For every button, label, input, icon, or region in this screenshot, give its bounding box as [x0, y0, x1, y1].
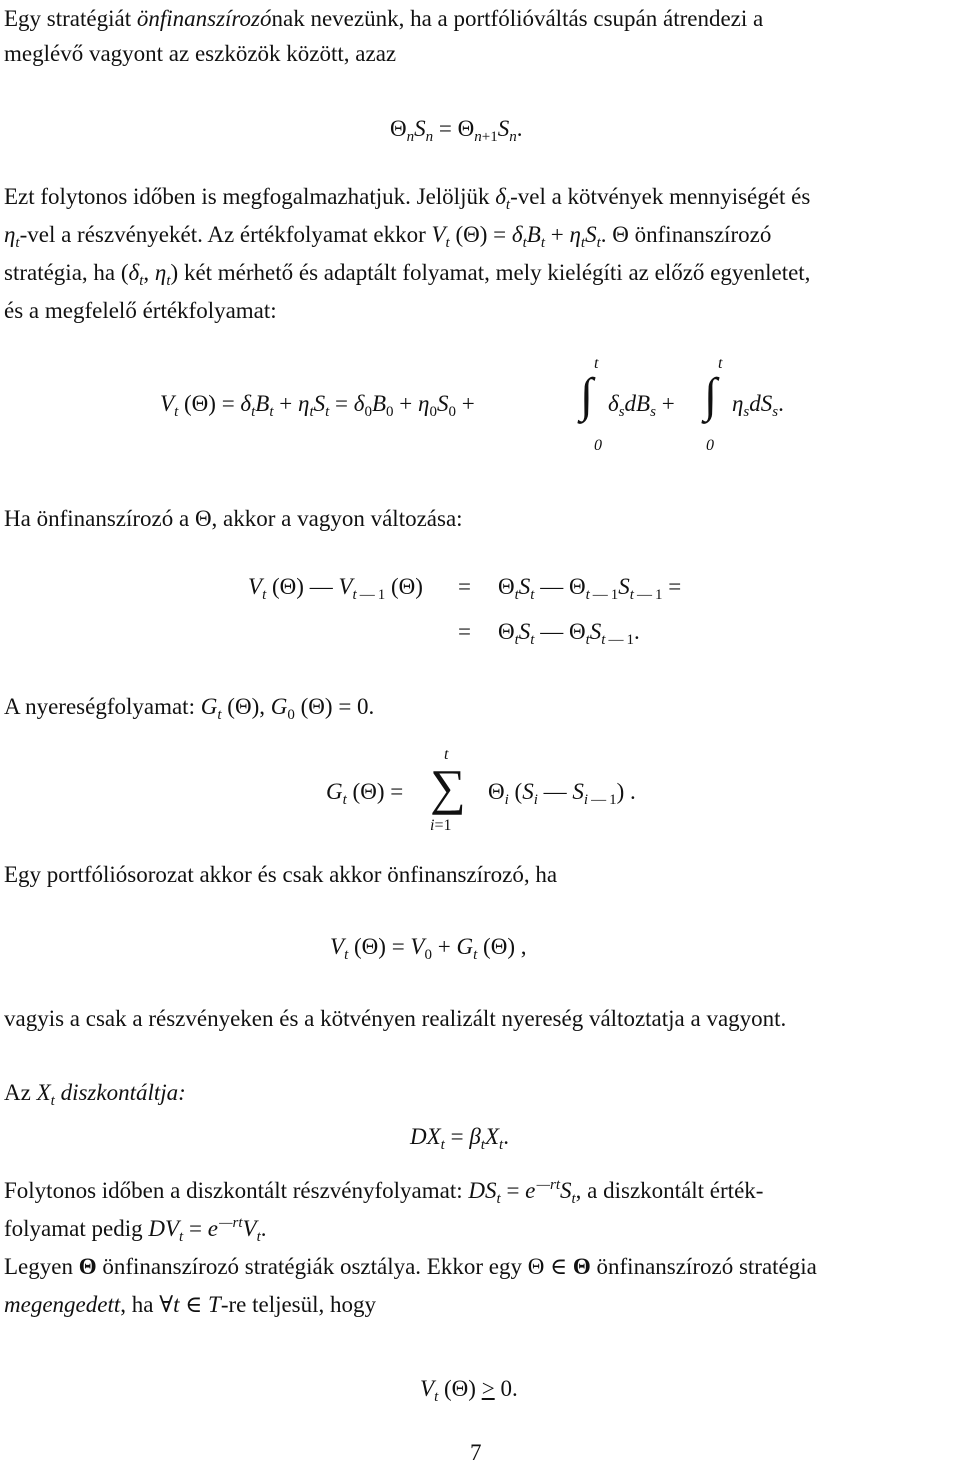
integral-term-bond: $\delta_sdB_s$ +: [608, 391, 675, 420]
text-run: folyamat pedig: [4, 1216, 149, 1241]
emphasis-term: önfinanszírozó: [136, 6, 272, 31]
equation-lhs: $V_t$ $(\Theta) = \delta_tB_t + \eta_tS_t = \delta_0B_0 + \eta_0S_0$ +: [160, 391, 475, 420]
text-run: Egy stratégiát: [4, 6, 137, 31]
text-run: -re teljesül, hogy: [220, 1292, 377, 1317]
integral-lower-limit: 0: [706, 437, 714, 454]
sum-lower-limit: i=1: [430, 817, 452, 834]
text-run: önfinanszírozó stratégiák osztálya. Ekkor egy: [96, 1254, 528, 1279]
aligned-rhs-line2: $\Theta_tS_t$ — $\Theta_tS_t$ $_{— 1}$.: [498, 619, 640, 648]
equation-selffinancing-discrete: $\Theta_nS_n = \Theta_{n+1}S_n$.: [390, 116, 523, 145]
paragraph-discounted-continuous-line2: folyamat pedig $DV_t = e$ $^{—rt}V_t$.: [4, 1215, 267, 1245]
sum-sign: ∑: [430, 759, 466, 815]
integral-sign: ∫: [704, 369, 718, 422]
text-run: -vel a részvényekét. Az értékfolyamat ekkor: [19, 222, 432, 247]
aligned-equals: =: [458, 619, 471, 644]
paragraph-continuous-line3: stratégia, ha ($\delta_t$, $\eta_t$) két mérhető és adaptált folyamat, mely kielégíti az előző egyenletet,: [4, 260, 811, 289]
aligned-equals: =: [458, 574, 471, 599]
emphasis-term: diszkontáltja:: [60, 1080, 186, 1105]
text-run: stratégia, ha: [4, 260, 121, 285]
text-run: A nyereségfolyamat:: [4, 694, 201, 719]
text-run: Az: [4, 1080, 37, 1105]
sum-upper-limit: t: [444, 746, 449, 763]
paragraph-wealth-change: Ha önfinanszírozó a Θ, akkor a vagyon változása:: [4, 506, 463, 531]
aligned-rhs-line1: $\Theta_tS_t$ — $\Theta_t$ $_{— 1}S_t$ $_{— 1}$ =: [498, 574, 682, 603]
integral-upper-limit: t: [594, 355, 599, 372]
integral-sign: ∫: [580, 369, 594, 422]
text-run: Ezt folytonos időben is megfogalmazhatjuk. Jelöljük: [4, 184, 496, 209]
paragraph-continuous: Ezt folytonos időben is megfogalmazhatjuk. Jelöljük $\delta_t$-vel a kötvények mennyiségét és: [4, 184, 811, 213]
paragraph-admissible: Legyen Θ önfinanszírozó stratégiák osztálya. Ekkor egy Θ ∈ Θ önfinanszírozó stratégia: [4, 1254, 817, 1279]
sum-term: $\Theta_i$ ($S_i$ — $S_i$ $_{— 1}$) .: [488, 779, 636, 808]
equation-discounted: $DX_t = \beta_tX_t$.: [410, 1124, 509, 1153]
paragraph-definition-line2: meglévő vagyont az eszközök között, azaz: [4, 41, 397, 66]
paragraph-gain-explanation: vagyis a csak a részvényeken és a kötvényen realizált nyereség változtatja a vagyont.: [4, 1006, 787, 1031]
emphasis-term: megengedett: [4, 1292, 121, 1317]
integral-term-stock: $\eta_sdS_s$.: [732, 391, 784, 420]
paragraph-continuous-line4: és a megfelelő értékfolyamat:: [4, 298, 277, 323]
paragraph-discounted: Az $X_t$ diszkontáltja:: [4, 1080, 186, 1109]
paragraph-iff-selffinancing: Egy portfóliósorozat akkor és csak akkor önfinanszírozó, ha: [4, 862, 558, 887]
text-run: önfinanszírozó: [628, 222, 772, 247]
text-run: -vel a kötvények mennyiségét és: [510, 184, 811, 209]
equation-value-gain: $V_t$ $(\Theta) = V_0 + G_t$ (Θ) ,: [330, 934, 527, 963]
paragraph-discounted-continuous: Folytonos időben a diszkontált részvényfolyamat: $DS_t = e$ $^{—rt}S_t$, a diszkontált érték-: [4, 1177, 764, 1207]
integral-upper-limit: t: [718, 355, 723, 372]
text-run: Legyen: [4, 1254, 79, 1279]
aligned-lhs: $V_t$ (Θ) — $V_t$ $_{— 1}$ (Θ): [248, 574, 423, 603]
integral-lower-limit: 0: [594, 437, 602, 454]
paragraph-definition: [4, 0, 960, 38]
text-run: , ha: [120, 1292, 160, 1317]
text-run: két mérhető és adaptált folyamat, mely kielégíti az előző egyenletet,: [178, 260, 811, 285]
text-run: , a diszkontált érték-: [575, 1178, 764, 1203]
text-run: önfinanszírozó stratégia: [590, 1254, 817, 1279]
equation-nonnegative-value: $V_t$ (Θ) > 0.: [420, 1376, 518, 1405]
text-run: Folytonos időben a diszkontált részvényfolyamat:: [4, 1178, 469, 1203]
text-run: nak nevezünk, ha a portfólióváltás csupán átrendezi a: [271, 6, 764, 31]
paragraph-continuous-line2: $\eta_t$-vel a részvényekét. Az értékfolyamat ekkor $V_t$ $(\Theta) = \delta_tB_t + \eta_tS_t$. Θ önfinanszírozó: [4, 222, 772, 251]
paragraph-admissible-line2: megengedett, ha ∀t ∈ T-re teljesül, hogy: [4, 1292, 377, 1317]
sum-lhs: $G_t$ (Θ) =: [326, 779, 404, 808]
paragraph-gain-process: A nyereségfolyamat: $G_t$ (Θ), $G_0$ (Θ) = 0.: [4, 694, 375, 723]
page-number: 7: [470, 1440, 482, 1465]
